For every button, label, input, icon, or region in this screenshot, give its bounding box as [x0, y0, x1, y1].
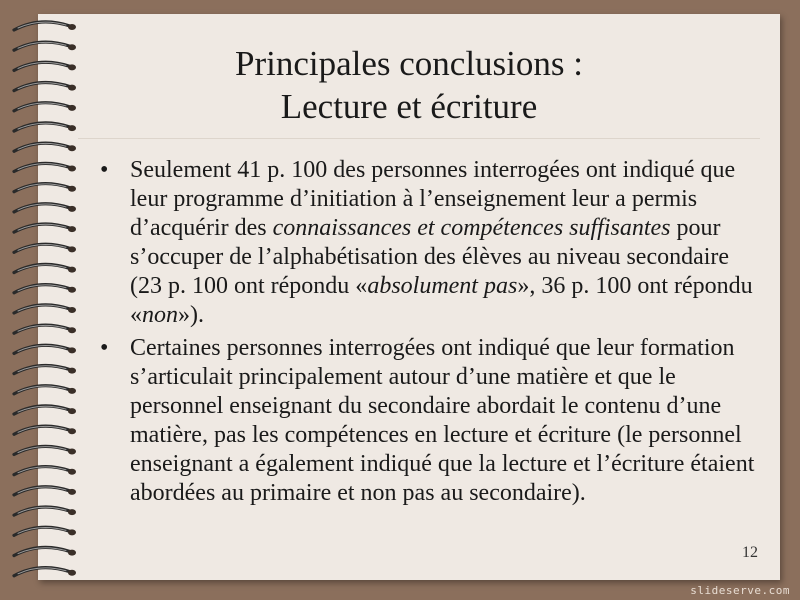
title-line-1: Principales conclusions :	[234, 44, 583, 83]
slide-paper	[38, 14, 780, 580]
watermark: slideserve.com	[690, 584, 790, 597]
slide-body	[100, 156, 762, 512]
page-number: 12	[742, 544, 758, 561]
title-divider	[78, 138, 760, 139]
bullet-1-part-4: »).	[178, 302, 204, 328]
slide-title	[38, 42, 780, 128]
bullet-1-emphasis-1: connaissances et compétences suffisantes	[272, 215, 671, 241]
bullet-1-part-1: Seulement 41 p. 100 des personnes interrogées ont indiqué que leur programme d’initiation à l’enseignement leur a permis d’acquérir des	[130, 157, 736, 241]
bullet-1-part-3: », 36 p. 100 ont répondu «	[130, 273, 753, 328]
bullet-1-text	[130, 157, 753, 328]
bullet-item-2	[100, 334, 762, 508]
bullet-2-text: Certaines personnes interrogées ont indiqué que leur formation s’articulait principalement autour d’une matière et que le personnel enseignant du secondaire abordait le contenu d’une matière, pas les compétences en lecture et écriture (le personnel enseignant a également indiqué que la lecture et l’écriture étaient abordées au primaire et non pas au secondaire).	[130, 335, 755, 506]
bullet-1-emphasis-2: absolument pas	[367, 273, 518, 299]
bullet-1-part-2: pour s’occuper de l’alphabétisation des élèves au niveau secondaire (23 p. 100 ont répondu «	[130, 215, 730, 299]
title-line-2: Lecture et écriture	[280, 87, 538, 126]
bullet-item-1	[100, 156, 762, 330]
bullet-1-emphasis-3: non	[142, 302, 178, 328]
bullet-glyph: •	[100, 335, 109, 361]
bullet-glyph: •	[100, 157, 109, 183]
